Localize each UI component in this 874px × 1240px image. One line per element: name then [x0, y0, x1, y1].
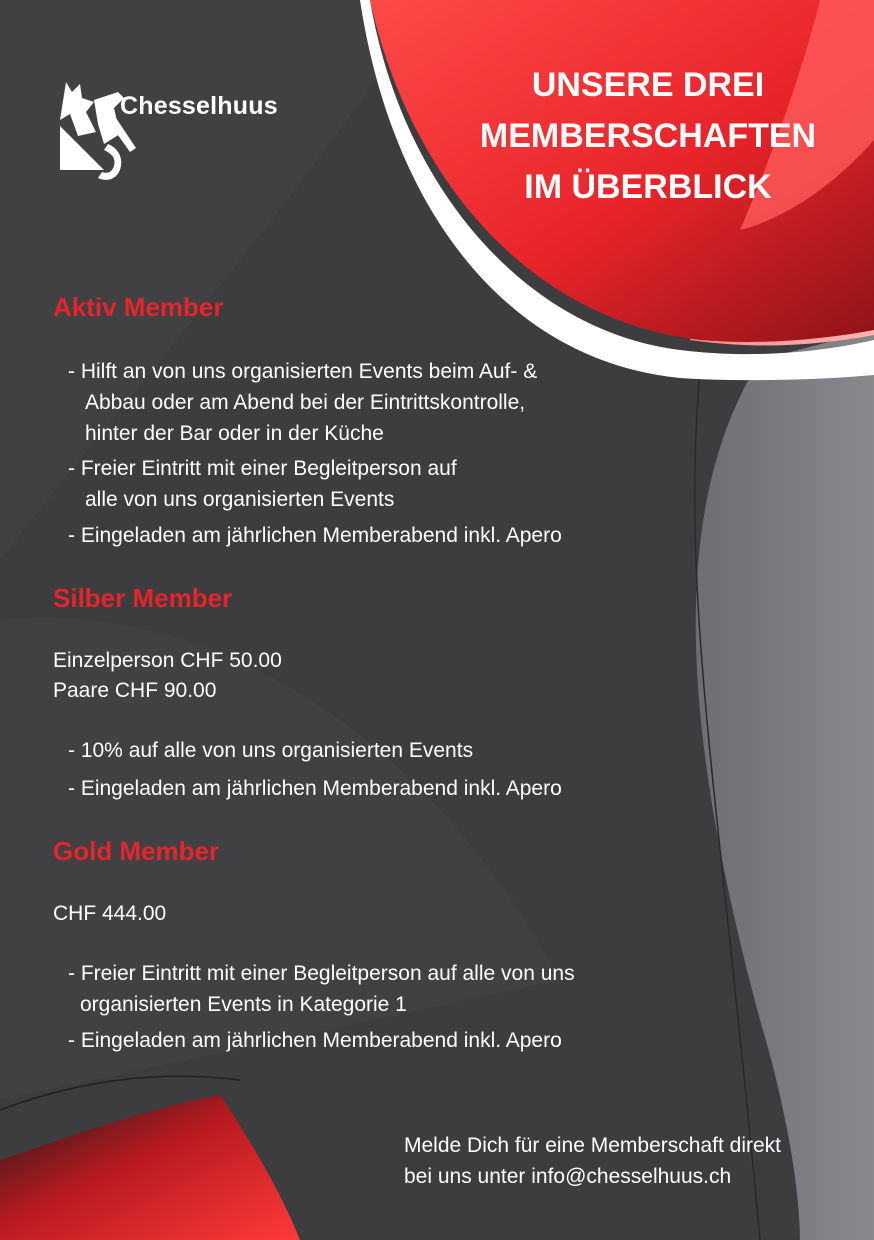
contact-note: [404, 1130, 781, 1192]
benefit-line: - Freier Eintritt mit einer Begleitperson auf alle von uns: [68, 962, 575, 985]
contact-line: bei uns unter info@chesselhuus.ch: [404, 1165, 732, 1188]
title-line: IM ÜBERBLICK: [524, 168, 772, 206]
silber-price-single: Einzelperson CHF 50.00: [53, 649, 282, 672]
benefit-line: hinter der Bar oder in der Küche: [85, 422, 384, 445]
gold-member-title: Gold Member: [53, 836, 220, 866]
aktiv-benefit-1: [68, 356, 537, 449]
aktiv-member-title: Aktiv Member: [53, 292, 224, 322]
benefit-line: - Hilft an von uns organisierten Events beim Auf- &: [68, 360, 538, 383]
silber-benefit-2: - Eingeladen am jährlichen Memberabend inkl. Apero: [68, 777, 562, 800]
title-line: UNSERE DREI: [531, 66, 765, 104]
brand-name: Chesselhuus: [120, 92, 278, 120]
aktiv-benefit-2: [68, 453, 457, 515]
benefit-line: Abbau oder am Abend bei der Eintrittskontrolle,: [85, 391, 526, 414]
gold-benefit-2: - Eingeladen am jährlichen Memberabend inkl. Apero: [68, 1029, 562, 1052]
benefit-line: alle von uns organisierten Events: [85, 488, 395, 511]
title-line: MEMBERSCHAFTEN: [479, 117, 817, 155]
silber-price-couple: Paare CHF 90.00: [53, 679, 217, 702]
brand-logo: [46, 74, 278, 186]
silber-benefit-1: - 10% auf alle von uns organisierten Events: [68, 739, 474, 762]
aktiv-benefit-3: - Eingeladen am jährlichen Memberabend inkl. Apero: [68, 524, 562, 547]
gold-benefit-1: [68, 958, 575, 1020]
benefit-line: organisierten Events in Kategorie 1: [80, 993, 407, 1016]
contact-line: Melde Dich für eine Memberschaft direkt: [404, 1134, 781, 1157]
page-title: [460, 60, 836, 213]
gold-price: CHF 444.00: [53, 902, 167, 925]
silber-member-title: Silber Member: [53, 583, 233, 613]
benefit-line: - Freier Eintritt mit einer Begleitperson auf: [68, 457, 457, 480]
brand-emblem-icon: [46, 74, 144, 186]
